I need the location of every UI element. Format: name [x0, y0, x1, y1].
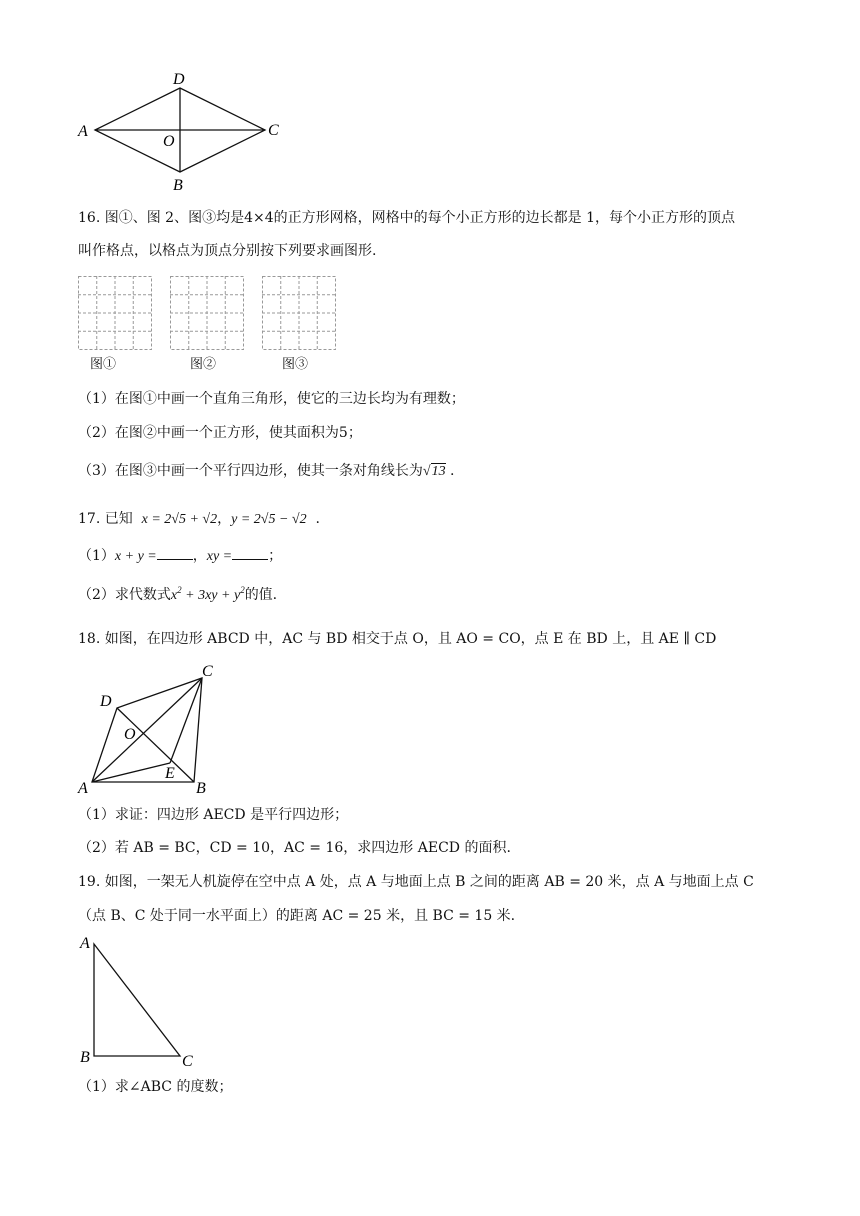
grid-2	[170, 276, 245, 351]
triangle-figure	[72, 930, 212, 1070]
label-C: C	[202, 663, 213, 680]
label-B: B	[173, 177, 183, 194]
rhombus-figure	[70, 62, 300, 198]
quadrilateral-figure	[72, 660, 232, 800]
grid-3	[262, 276, 337, 351]
label-B: B	[80, 1049, 90, 1066]
q17-part1: （1）x + y = ，xy = ；	[78, 548, 283, 564]
label-C: C	[268, 122, 279, 139]
q18-stem: 18. 如图，在四边形 ABCD 中，AC 与 BD 相交于点 O，且 AO = CO，点 E 在 BD 上，且 AE ∥ CD	[78, 631, 717, 647]
label-A: A	[80, 935, 90, 952]
q17-stem: 17. 已知 x = 2√5 + √2，y = 2√5 − √2 .	[78, 511, 320, 527]
grid-1	[78, 276, 153, 351]
label-A: A	[78, 780, 88, 797]
q16-line2: 叫作格点，以格点为顶点分别按下列要求画图形.	[78, 243, 377, 259]
label-B: B	[196, 780, 206, 797]
label-D: D	[173, 71, 185, 88]
caption-fig1: 图①	[90, 357, 117, 372]
q18-part2: （2）若 AB = BC，CD = 10，AC = 16，求四边形 AECD 的面积.	[78, 840, 511, 856]
q16-line1: 16. 图①、图 2、图③均是4×4的正方形网格，网格中的每个小正方形的边长都是 1，每个小正方形的顶点	[78, 210, 735, 226]
caption-fig2: 图②	[190, 357, 217, 372]
q17-part2: （2）求代数式$x^2 + 3xy + y^2$的值.	[78, 585, 278, 603]
q18-part1: （1）求证：四边形 AECD 是平行四边形；	[78, 807, 349, 823]
q19-part1: （1）求∠ABC 的度数；	[78, 1079, 233, 1095]
label-A: A	[78, 123, 88, 140]
label-D: D	[100, 693, 112, 710]
q16-part1: （1）在图①中画一个直角三角形，使它的三边长均为有理数；	[78, 391, 465, 407]
label-O: O	[163, 133, 175, 150]
label-O: O	[124, 726, 136, 743]
label-C: C	[182, 1053, 193, 1070]
q16-part3: （3）在图③中画一个平行四边形，使其一条对角线长为√13 .	[78, 463, 455, 479]
label-E: E	[165, 765, 175, 782]
q19-line1: 19. 如图，一架无人机旋停在空中点 A 处，点 A 与地面上点 B 之间的距离 AB = 20 米，点 A 与地面上点 C	[78, 874, 754, 890]
q19-line2: （点 B、C 处于同一水平面上）的距离 AC = 25 米，且 BC = 15 米.	[78, 908, 516, 924]
caption-fig3: 图③	[282, 357, 309, 372]
q16-part2: （2）在图②中画一个正方形，使其面积为5；	[78, 425, 362, 441]
